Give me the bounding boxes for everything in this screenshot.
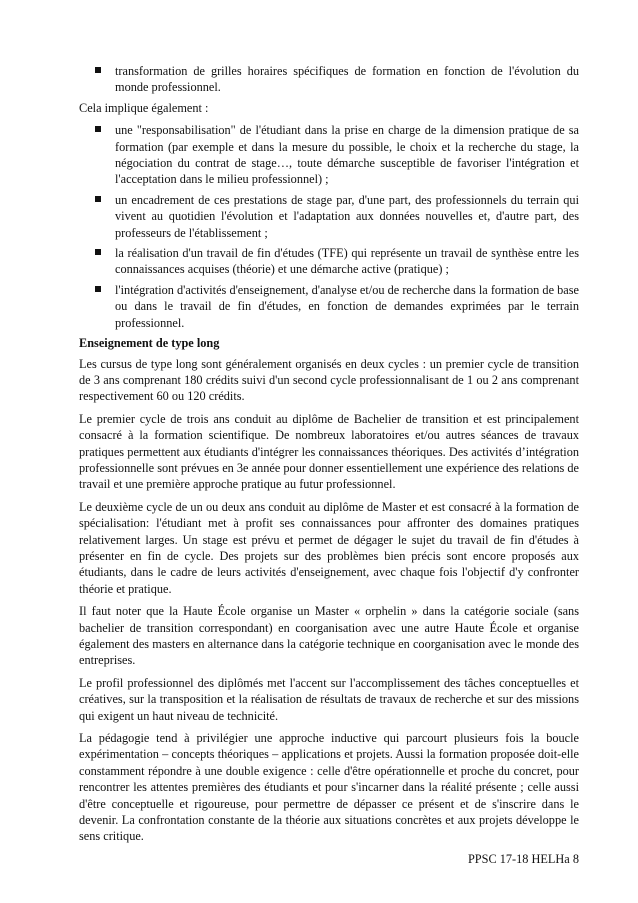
bullet-text: une "responsabilisation" de l'étudiant dans la prise en charge de la dimension pratique de sa formation (par exemple et dans la mesure du possible, le choix et la recherche du stage, la négociation du contrat de stage…, toute démarche susceptible de favoriser l'intégration et l'acceptation dans le milieu professionnel) ;: [115, 123, 579, 187]
paragraph: Il faut noter que la Haute École organise un Master « orphelin » dans la catégorie sociale (sans bachelier de transition correspondant) en coorganisation avec une autre Haute École et organise également des masters en alternance dans la catégorie technique en coorganisation avec le monde des entreprises.: [79, 604, 579, 668]
bullet-item: [79, 282, 579, 331]
square-bullet-icon: [95, 196, 101, 202]
bullet-item: [79, 245, 579, 278]
square-bullet-icon: [95, 67, 101, 73]
bullet-text: un encadrement de ces prestations de stage par, d'une part, des professionnels du terrain qui vivent au quotidien l'évolution et l'adaptation aux données nouvelles et, d'autre part, des professeurs de l'établissement ;: [115, 192, 579, 240]
bullet-item: [79, 122, 579, 188]
bullet-item: [79, 63, 579, 96]
bullet-text: la réalisation d'un travail de fin d'études (TFE) qui représente un travail de synthèse entre les connaissances acquises (théorie) et une démarche active (pratique) ;: [115, 246, 579, 277]
square-bullet-icon: [95, 249, 101, 255]
bullet-text: l'intégration d'activités d'enseignement, d'analyse et/ou de recherche dans la formation de base ou dans le travail de fin d'études, en fonction de demandes exprimées par le terrain professionnel.: [115, 282, 579, 330]
paragraph: Le deuxième cycle de un ou deux ans conduit au diplôme de Master et est consacré à la formation de spécialisation: l'étudiant met à profit ses connaissances pour affronter des domaines pratiques relativement larges. Un stage est prévu et permet de dégager le sujet du travail de fin d'études à présenter en fin de cycle. Des projets sur des problèmes bien précis sont encore proposés aux étudiants, dans le cadre de leurs activités d'enseignement, avec chaque fois l'objectif d'y confronter théorie et pratique.: [79, 499, 579, 596]
bullet-list-main: [79, 122, 579, 331]
intro-text: Cela implique également :: [79, 100, 209, 115]
paragraph: Le premier cycle de trois ans conduit au diplôme de Bachelier de transition et est principalement consacré à la formation scientifique. De nombreux laboratoires et/ou autres séances de travaux pratiques permettent aux étudiants d'intégrer les connaissances théoriques. Des activités d’intégration professionnelle sont prévues en 3e année pour donner essentiellement une expérience des relations de travail et une première approche pratique au futur professionnel.: [79, 411, 579, 492]
paragraph: La pédagogie tend à privilégier une approche inductive qui parcourt plusieurs fois la boucle expérimentation – concepts théoriques – applications et projets. Aussi la formation proposée doit-elle constamment répondre à une double exigence : celle d'être opérationnelle et proche du concret, pour rencontrer les attentes premières des étudiants et pour s'incarner dans la réalité présente ; celle aussi d'être conceptuelle et rigoureuse, pour permettre de dépasser ce présent et de s'inscrire dans le devenir. La confrontation constante de la théorie aux situations concrètes et aux projets développe le sens critique.: [79, 731, 579, 844]
square-bullet-icon: [95, 126, 101, 132]
page-footer: PPSC 17-18 HELHa 8: [467, 852, 579, 866]
bullet-text: transformation de grilles horaires spécifiques de formation en fonction de l'évolution du monde professionnel.: [115, 64, 579, 95]
paragraph: Le profil professionnel des diplômés met l'accent sur l'accomplissement des tâches conceptuelles et créatives, sur la transposition et la réalisation de résultats de travaux de recherche et sur des missions qui exigent un haut niveau de technicité.: [79, 675, 579, 723]
section-heading: Enseignement de type long: [79, 336, 220, 351]
bullet-item: [79, 192, 579, 241]
bullet-list-top: [79, 63, 579, 96]
paragraph: Les cursus de type long sont généralement organisés en deux cycles : un premier cycle de transition de 3 ans comprenant 180 crédits suivi d'un second cycle professionnalisant de 1 ou 2 ans comprenant respectivement 60 ou 120 crédits.: [79, 356, 579, 404]
square-bullet-icon: [95, 286, 101, 292]
page-content: [79, 63, 579, 851]
